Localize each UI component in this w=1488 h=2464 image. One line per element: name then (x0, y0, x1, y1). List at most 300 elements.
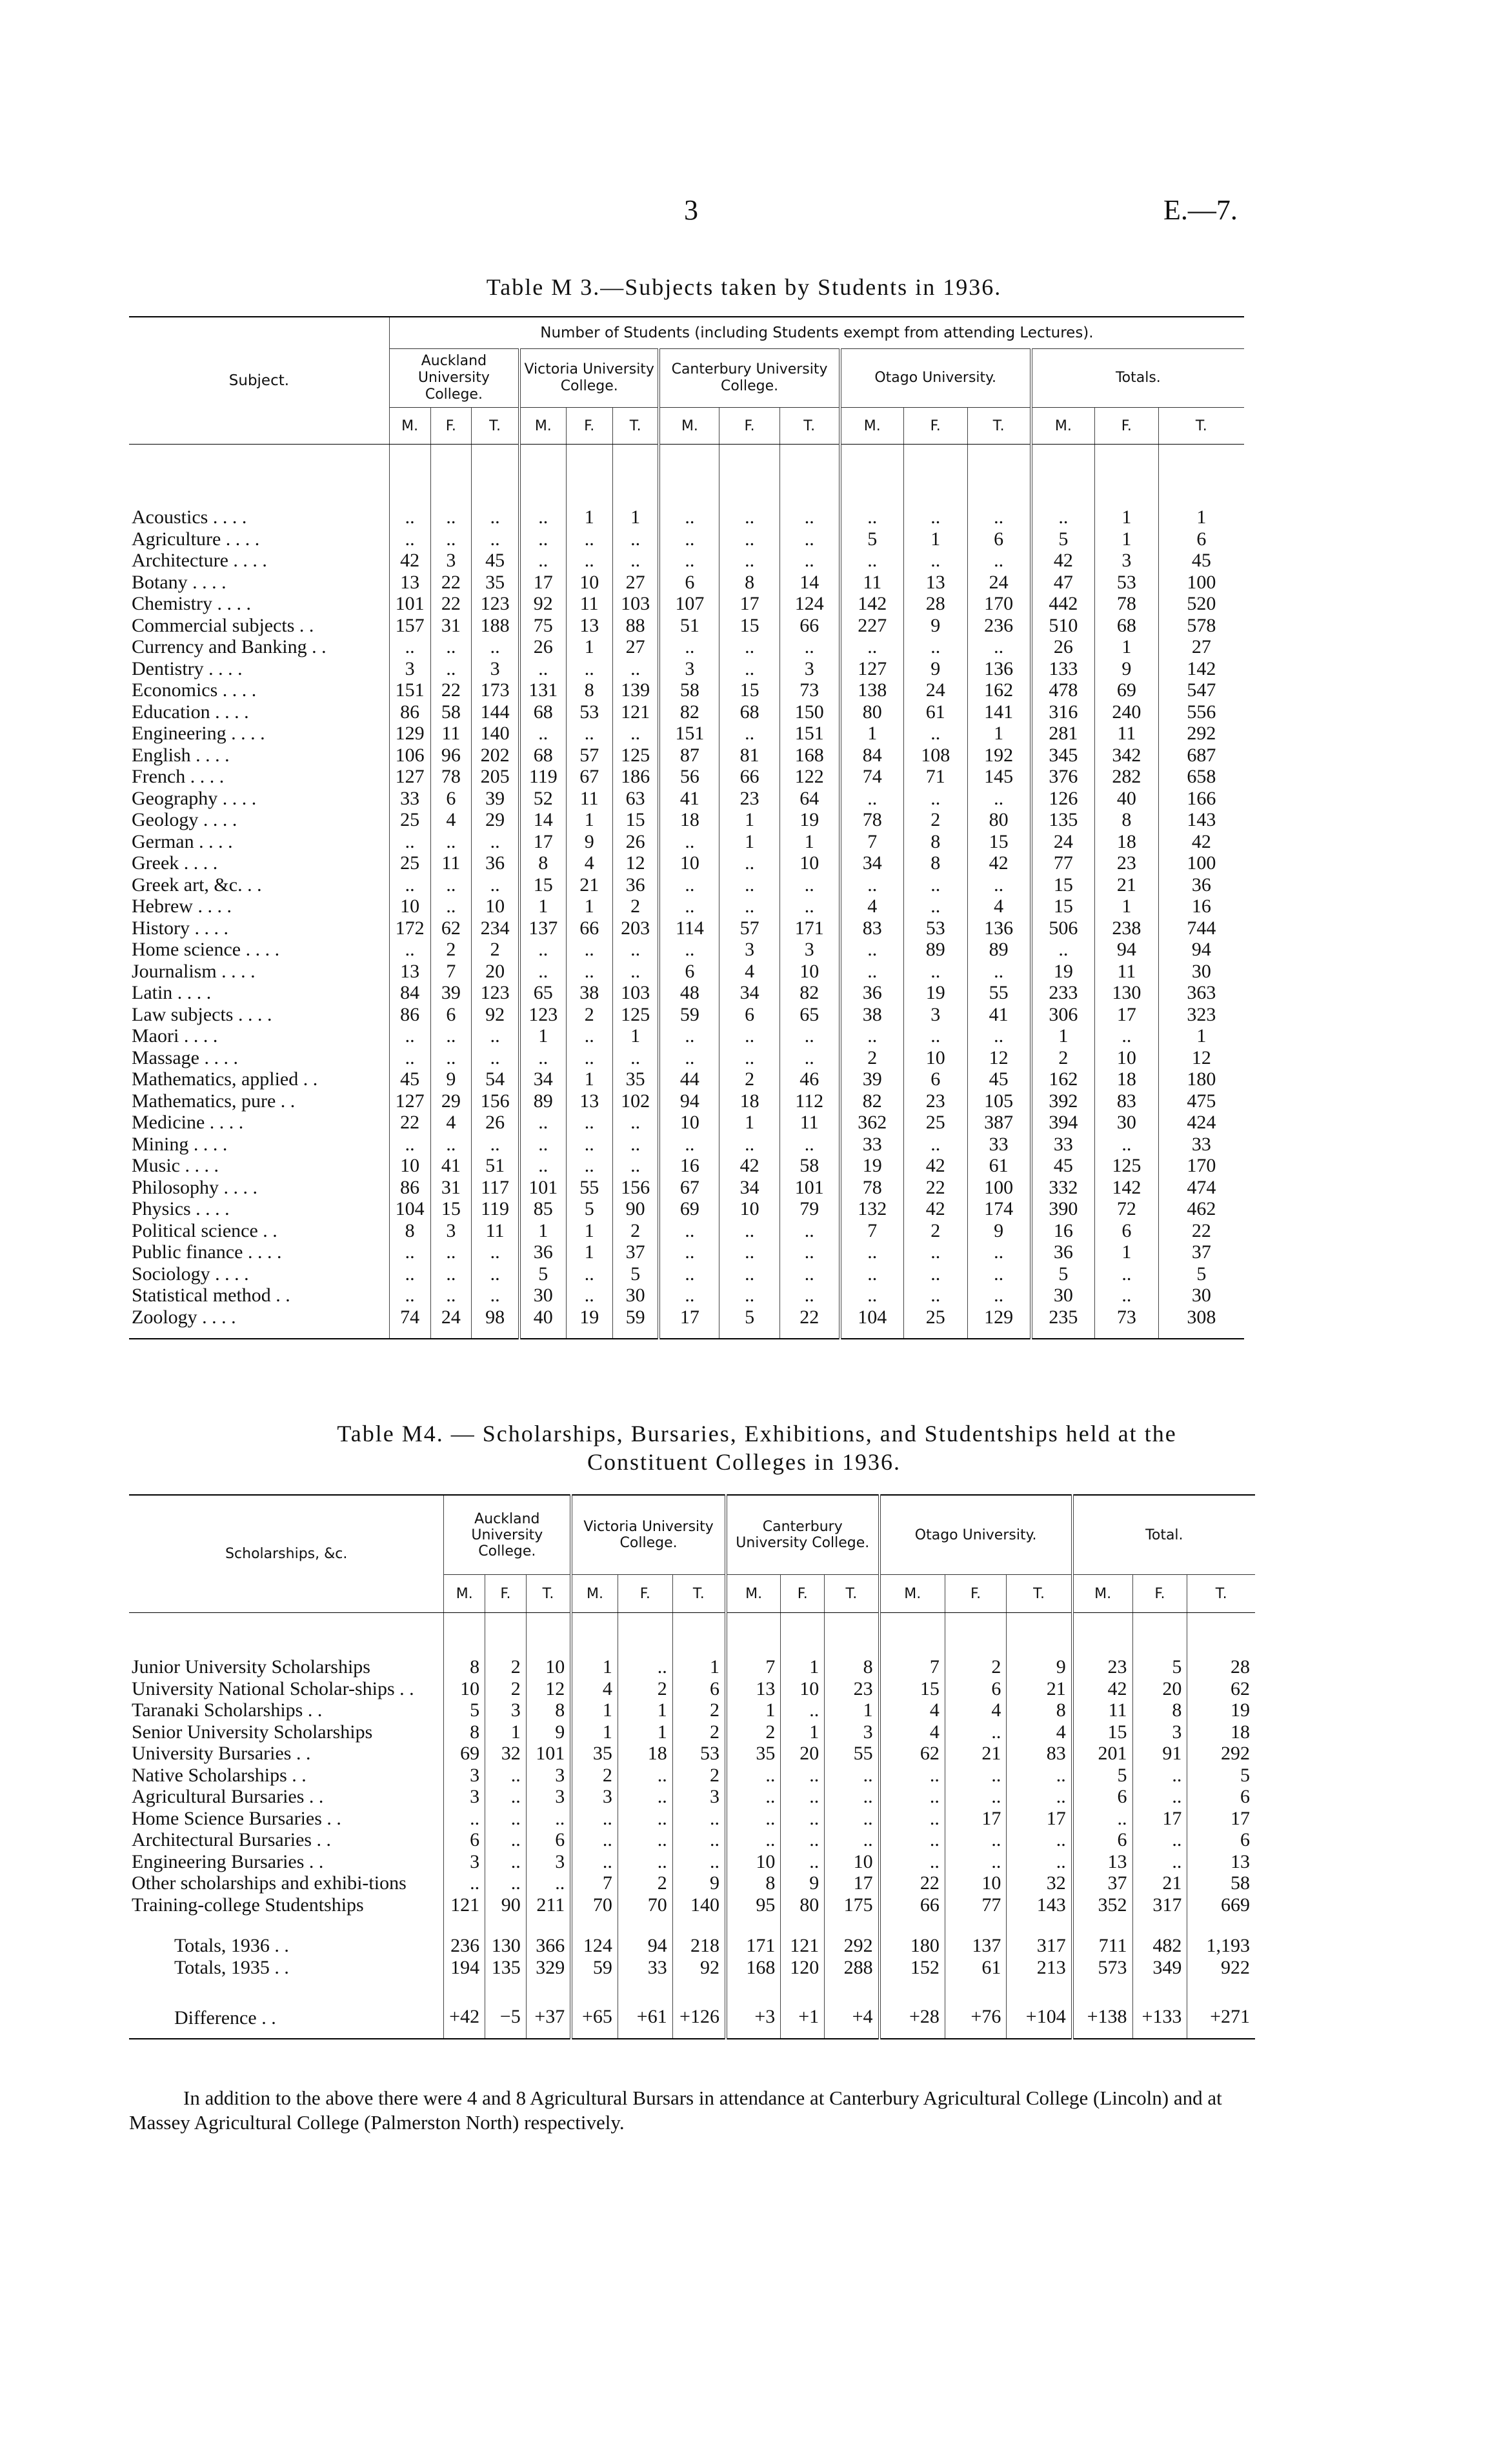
cell-value: 23 (1072, 1657, 1132, 1679)
cell-value: 10 (444, 1679, 485, 1701)
cell-value: 332 (1031, 1177, 1095, 1199)
cell-value: 30 (1094, 1112, 1158, 1134)
cell-value: .. (719, 1241, 779, 1263)
table-row (129, 1285, 1244, 1307)
cell-value: 687 (1158, 745, 1244, 766)
cell-value: 1 (519, 1220, 566, 1242)
cell-value: 5 (566, 1198, 612, 1220)
cell-value: 15 (430, 1198, 472, 1220)
row-label: Public finance . . . . (132, 1241, 282, 1263)
cell-value: 6 (1094, 1220, 1158, 1242)
cell-value: 3 (526, 1787, 571, 1808)
cell-value: .. (779, 528, 840, 550)
cell-value: 42 (967, 852, 1031, 874)
scholarships-column-header: Scholarships, &c. (129, 1495, 444, 1613)
cell-value: 36 (612, 874, 659, 896)
cell-value: .. (612, 1047, 659, 1069)
cell-value: 474 (1158, 1177, 1244, 1199)
cell-value: +126 (672, 1998, 726, 2039)
cell-value: 9 (903, 658, 967, 680)
cell-value: 68 (519, 701, 566, 723)
row-label: Engineering . . . . (132, 723, 265, 744)
cell-value: 127 (840, 658, 904, 680)
cell-value: 30 (519, 1285, 566, 1307)
cell-value: .. (903, 1134, 967, 1156)
cell-value: .. (903, 874, 967, 896)
cell-value: .. (1132, 1765, 1187, 1787)
cell-value: 17 (519, 831, 566, 853)
row-label: Chemistry . . . . (132, 593, 251, 614)
cell-value: 66 (719, 766, 779, 788)
cell-value: 129 (967, 1307, 1031, 1339)
cell-value: 12 (1158, 1047, 1244, 1069)
cell-value: 240 (1094, 701, 1158, 723)
cell-value: 6 (659, 572, 719, 594)
cell-value: .. (903, 1263, 967, 1285)
cell-value: .. (612, 939, 659, 961)
cell-value: .. (485, 1787, 527, 1808)
cell-value: .. (719, 550, 779, 572)
cell-value: 45 (472, 550, 519, 572)
cell-value: 175 (825, 1895, 880, 1917)
table-row (129, 1263, 1244, 1285)
cell-value: 1 (1094, 1241, 1158, 1263)
cell-value: .. (779, 1134, 840, 1156)
cell-value: 74 (389, 1307, 430, 1339)
row-label: Statistical method . . (132, 1285, 290, 1306)
cell-value: 1 (566, 1220, 612, 1242)
cell-value: 392 (1031, 1090, 1095, 1112)
cell-value: 6 (1072, 1787, 1132, 1808)
cell-value: .. (903, 636, 967, 658)
row-label: Hebrew . . . . (132, 896, 232, 917)
table-row (129, 961, 1244, 983)
cell-value: 26 (1031, 636, 1095, 658)
row-label: English . . . . (132, 744, 230, 766)
cell-value: 53 (903, 917, 967, 939)
cell-value: .. (566, 1047, 612, 1069)
cell-value: .. (389, 528, 430, 550)
group-header: Canterbury University College. (659, 349, 840, 408)
cell-value: .. (389, 1134, 430, 1156)
cell-value: 2 (566, 1004, 612, 1026)
cell-value: .. (618, 1787, 672, 1808)
cell-value: 1 (672, 1657, 726, 1679)
cell-value: 34 (840, 852, 904, 874)
cell-value: .. (519, 723, 566, 745)
cell-value: 3 (903, 1004, 967, 1026)
cell-value: .. (779, 874, 840, 896)
cell-value: 7 (726, 1657, 781, 1679)
cell-value: .. (472, 1241, 519, 1263)
cell-value: .. (1007, 1830, 1072, 1852)
cell-value: 1 (612, 506, 659, 528)
sub-header-f: F. (430, 408, 472, 445)
cell-value: 1 (571, 1657, 618, 1679)
cell-value: 1,193 (1187, 1936, 1255, 1958)
cell-value: 132 (840, 1198, 904, 1220)
cell-value: 20 (1132, 1679, 1187, 1701)
cell-value: 37 (1072, 1873, 1132, 1895)
cell-value: 25 (903, 1307, 967, 1339)
cell-value: 10 (659, 852, 719, 874)
group-header: Victoria University College. (571, 1495, 726, 1575)
cell-value: .. (903, 788, 967, 810)
cell-value: 61 (903, 701, 967, 723)
cell-value: 2 (485, 1679, 527, 1701)
cell-value: 3 (389, 658, 430, 680)
cell-value: .. (430, 896, 472, 917)
cell-value: 2 (472, 939, 519, 961)
cell-value: 42 (389, 550, 430, 572)
cell-value: 282 (1094, 766, 1158, 788)
cell-value: 16 (1031, 1220, 1095, 1242)
cell-value: 1 (779, 831, 840, 853)
cell-value: 744 (1158, 917, 1244, 939)
cell-value: 4 (566, 852, 612, 874)
cell-value: 6 (430, 788, 472, 810)
cell-value: 30 (612, 1285, 659, 1307)
cell-value: .. (430, 1025, 472, 1047)
cell-value: 390 (1031, 1198, 1095, 1220)
cell-value: 11 (472, 1220, 519, 1242)
row-label: Geography . . . . (132, 787, 257, 809)
cell-value: 362 (840, 1112, 904, 1134)
cell-value: 39 (472, 788, 519, 810)
cell-value: 98 (472, 1307, 519, 1339)
cell-value: 17 (1094, 1004, 1158, 1026)
cell-value: 36 (840, 982, 904, 1004)
table-row (129, 1936, 1255, 1958)
cell-value: 85 (519, 1198, 566, 1220)
cell-value: 387 (967, 1112, 1031, 1134)
cell-value: .. (903, 550, 967, 572)
cell-value: .. (967, 636, 1031, 658)
sub-header-f: F. (903, 408, 967, 445)
cell-value: 23 (825, 1679, 880, 1701)
cell-value: 317 (1132, 1895, 1187, 1917)
cell-value: 1 (618, 1700, 672, 1722)
cell-value: 87 (659, 745, 719, 766)
cell-value: 1 (719, 809, 779, 831)
cell-value: 3 (1132, 1722, 1187, 1744)
cell-value: 152 (880, 1958, 945, 1979)
cell-value: 236 (444, 1936, 485, 1958)
cell-value: 578 (1158, 615, 1244, 637)
cell-value: 1 (519, 896, 566, 917)
row-label: Sociology . . . . (132, 1263, 249, 1285)
cell-value: 10 (1094, 1047, 1158, 1069)
row-label: Totals, 1936 . . (174, 1935, 289, 1956)
cell-value: 2 (726, 1722, 781, 1744)
cell-value: .. (880, 1787, 945, 1808)
table-row (129, 1787, 1255, 1808)
table-row (129, 679, 1244, 701)
cell-value: 35 (571, 1743, 618, 1765)
group-header: Auckland University College. (444, 1495, 571, 1575)
cell-value: 9 (781, 1873, 825, 1895)
row-label: Native Scholarships . . (132, 1764, 307, 1786)
cell-value: .. (659, 636, 719, 658)
cell-value: 59 (612, 1307, 659, 1339)
cell-value: 6 (967, 528, 1031, 550)
cell-value: 1 (566, 896, 612, 917)
cell-value: 127 (389, 766, 430, 788)
cell-value: 6 (1187, 1787, 1255, 1808)
cell-value: 288 (825, 1958, 880, 1979)
cell-value: 8 (1007, 1700, 1072, 1722)
cell-value: 8 (825, 1657, 880, 1679)
cell-value: .. (618, 1765, 672, 1787)
table-m4-title-line1: Table M4. — Scholarships, Bursaries, Exhibitions, and Studentships held at the (337, 1421, 1177, 1447)
cell-value: 86 (389, 1004, 430, 1026)
cell-value: 2 (840, 1047, 904, 1069)
cell-value: 1 (1031, 1025, 1095, 1047)
row-label: Physics . . . . (132, 1198, 230, 1219)
cell-value: 1 (903, 528, 967, 550)
cell-value: 1 (571, 1722, 618, 1744)
cell-value: 316 (1031, 701, 1095, 723)
cell-value: .. (472, 528, 519, 550)
cell-value: 127 (389, 1090, 430, 1112)
cell-value: 475 (1158, 1090, 1244, 1112)
cell-value: 45 (1158, 550, 1244, 572)
cell-value: 17 (1007, 1808, 1072, 1830)
cell-value: .. (472, 1025, 519, 1047)
cell-value: .. (618, 1852, 672, 1874)
cell-value: .. (719, 636, 779, 658)
cell-value: 28 (1187, 1657, 1255, 1679)
cell-value: 8 (719, 572, 779, 594)
cell-value: 8 (903, 852, 967, 874)
cell-value: 4 (880, 1722, 945, 1744)
cell-value: 349 (1132, 1958, 1187, 1979)
cell-value: .. (430, 528, 472, 550)
cell-value: 711 (1072, 1936, 1132, 1958)
cell-value: +61 (618, 1998, 672, 2039)
cell-value: .. (779, 506, 840, 528)
cell-value: 37 (1158, 1241, 1244, 1263)
cell-value: .. (430, 1263, 472, 1285)
cell-value: 54 (472, 1068, 519, 1090)
cell-value: .. (825, 1830, 880, 1852)
cell-value: 96 (430, 745, 472, 766)
sub-header-m: M. (1031, 408, 1095, 445)
cell-value: 235 (1031, 1307, 1095, 1339)
cell-value: 12 (612, 852, 659, 874)
cell-value: .. (781, 1852, 825, 1874)
cell-value: .. (472, 506, 519, 528)
cell-value: 47 (1031, 572, 1095, 594)
cell-value: 26 (519, 636, 566, 658)
cell-value: .. (519, 506, 566, 528)
cell-value: 77 (945, 1895, 1006, 1917)
cell-value: 5 (612, 1263, 659, 1285)
cell-value: 101 (779, 1177, 840, 1199)
cell-value: 36 (1031, 1241, 1095, 1263)
cell-value: 69 (1094, 679, 1158, 701)
cell-value: 8 (389, 1220, 430, 1242)
row-label: Economics . . . . (132, 679, 257, 701)
cell-value: +4 (825, 1998, 880, 2039)
cell-value: 462 (1158, 1198, 1244, 1220)
cell-value: 80 (840, 701, 904, 723)
cell-value: 173 (472, 679, 519, 701)
cell-value: .. (1007, 1852, 1072, 1874)
cell-value: .. (519, 961, 566, 983)
table-row (129, 1700, 1255, 1722)
cell-value: 101 (519, 1177, 566, 1199)
sub-header-m: M. (389, 408, 430, 445)
cell-value: 10 (779, 961, 840, 983)
row-label: Journalism . . . . (132, 960, 256, 982)
table-row (129, 852, 1244, 874)
table-row (129, 1873, 1255, 1895)
cell-value: 42 (1031, 550, 1095, 572)
cell-value: 92 (519, 593, 566, 615)
table-row (129, 917, 1244, 939)
cell-value: 5 (1187, 1765, 1255, 1787)
cell-value: 658 (1158, 766, 1244, 788)
cell-value: .. (903, 896, 967, 917)
cell-value: 66 (880, 1895, 945, 1917)
cell-value: .. (967, 506, 1031, 528)
cell-value: 2 (719, 1068, 779, 1090)
cell-value: .. (430, 1241, 472, 1263)
cell-value: 21 (1007, 1679, 1072, 1701)
cell-value: 9 (526, 1722, 571, 1744)
cell-value: 510 (1031, 615, 1095, 637)
cell-value: 13 (566, 1090, 612, 1112)
cell-value: 5 (1031, 1263, 1095, 1285)
cell-value: .. (618, 1808, 672, 1830)
table-row (129, 723, 1244, 745)
cell-value: 18 (618, 1743, 672, 1765)
cell-value: .. (781, 1700, 825, 1722)
cell-value: .. (779, 1285, 840, 1307)
subject-column-header: Subject. (129, 317, 389, 445)
cell-value: .. (519, 1134, 566, 1156)
cell-value: 140 (472, 723, 519, 745)
cell-value: 22 (430, 572, 472, 594)
cell-value: 125 (1094, 1155, 1158, 1177)
cell-value: 174 (967, 1198, 1031, 1220)
cell-value: 151 (779, 723, 840, 745)
cell-value: 95 (726, 1895, 781, 1917)
cell-value: 78 (840, 809, 904, 831)
cell-value: .. (840, 636, 904, 658)
cell-value: 1 (825, 1700, 880, 1722)
row-label: Geology . . . . (132, 809, 237, 830)
cell-value: 137 (519, 917, 566, 939)
cell-value: 22 (430, 679, 472, 701)
cell-value: .. (659, 831, 719, 853)
table-row (129, 701, 1244, 723)
cell-value: .. (1132, 1852, 1187, 1874)
row-label: Massage . . . . (132, 1047, 238, 1068)
cell-value: 16 (659, 1155, 719, 1177)
footnote: In addition to the above there were 4 and 8 Agricultural Bursars in attendance at Canterbury Agricultural College (Lincoln) and at Massey Agricultural College (Palmerston North) respectively. (129, 2087, 1222, 2134)
cell-value: 10 (726, 1852, 781, 1874)
cell-value: 15 (1031, 874, 1095, 896)
sub-header-t: T. (825, 1575, 880, 1613)
cell-value: 121 (612, 701, 659, 723)
cell-value: 19 (779, 809, 840, 831)
cell-value: 1 (967, 723, 1031, 745)
cell-value: 56 (659, 766, 719, 788)
row-label: University Bursaries . . (132, 1743, 311, 1764)
cell-value: 3 (825, 1722, 880, 1744)
cell-value: 34 (719, 982, 779, 1004)
cell-value: 329 (526, 1958, 571, 1979)
table-row (129, 593, 1244, 615)
table-m4-title (0, 1419, 1488, 1476)
cell-value: 15 (1072, 1722, 1132, 1744)
cell-value: 6 (945, 1679, 1006, 1701)
cell-value: 3 (444, 1852, 485, 1874)
cell-value: 11 (1094, 961, 1158, 983)
cell-value: 126 (1031, 788, 1095, 810)
cell-value: 33 (840, 1134, 904, 1156)
cell-value: .. (825, 1765, 880, 1787)
cell-value: 142 (1158, 658, 1244, 680)
cell-value: 1 (726, 1700, 781, 1722)
row-label: Other scholarships and exhibi-tions (132, 1872, 407, 1894)
group-header: Total. (1072, 1495, 1255, 1575)
cell-value: 123 (519, 1004, 566, 1026)
table-row (129, 528, 1244, 550)
cell-value: 9 (430, 1068, 472, 1090)
table-row (129, 1743, 1255, 1765)
cell-value: 234 (472, 917, 519, 939)
cell-value: 53 (672, 1743, 726, 1765)
spacer-row (129, 1916, 1255, 1936)
cell-value: .. (659, 1241, 719, 1263)
cell-value: 166 (1158, 788, 1244, 810)
cell-value: 151 (389, 679, 430, 701)
cell-value: 58 (659, 679, 719, 701)
cell-value: .. (472, 636, 519, 658)
cell-value: 171 (726, 1936, 781, 1958)
cell-value: 62 (1187, 1679, 1255, 1701)
cell-value: 156 (612, 1177, 659, 1199)
cell-value: 8 (444, 1722, 485, 1744)
cell-value: 13 (726, 1679, 781, 1701)
sub-header-f: F. (618, 1575, 672, 1613)
cell-value: 45 (967, 1068, 1031, 1090)
cell-value: .. (779, 1047, 840, 1069)
cell-value: 136 (967, 658, 1031, 680)
cell-value: .. (659, 506, 719, 528)
cell-value: 1 (1094, 506, 1158, 528)
cell-value: 33 (967, 1134, 1031, 1156)
cell-value: .. (618, 1657, 672, 1679)
cell-value: 45 (389, 1068, 430, 1090)
cell-value: 42 (1072, 1679, 1132, 1701)
cell-value: .. (719, 723, 779, 745)
cell-value: 1 (618, 1722, 672, 1744)
row-label: Latin . . . . (132, 982, 212, 1003)
cell-value: 22 (779, 1307, 840, 1339)
cell-value: 2 (618, 1873, 672, 1895)
cell-value: 1 (840, 723, 904, 745)
cell-value: .. (485, 1808, 527, 1830)
cell-value: 11 (1094, 723, 1158, 745)
cell-value: 1 (566, 506, 612, 528)
cell-value: 108 (903, 745, 967, 766)
cell-value: 80 (967, 809, 1031, 831)
row-label: Agricultural Bursaries . . (132, 1786, 324, 1807)
